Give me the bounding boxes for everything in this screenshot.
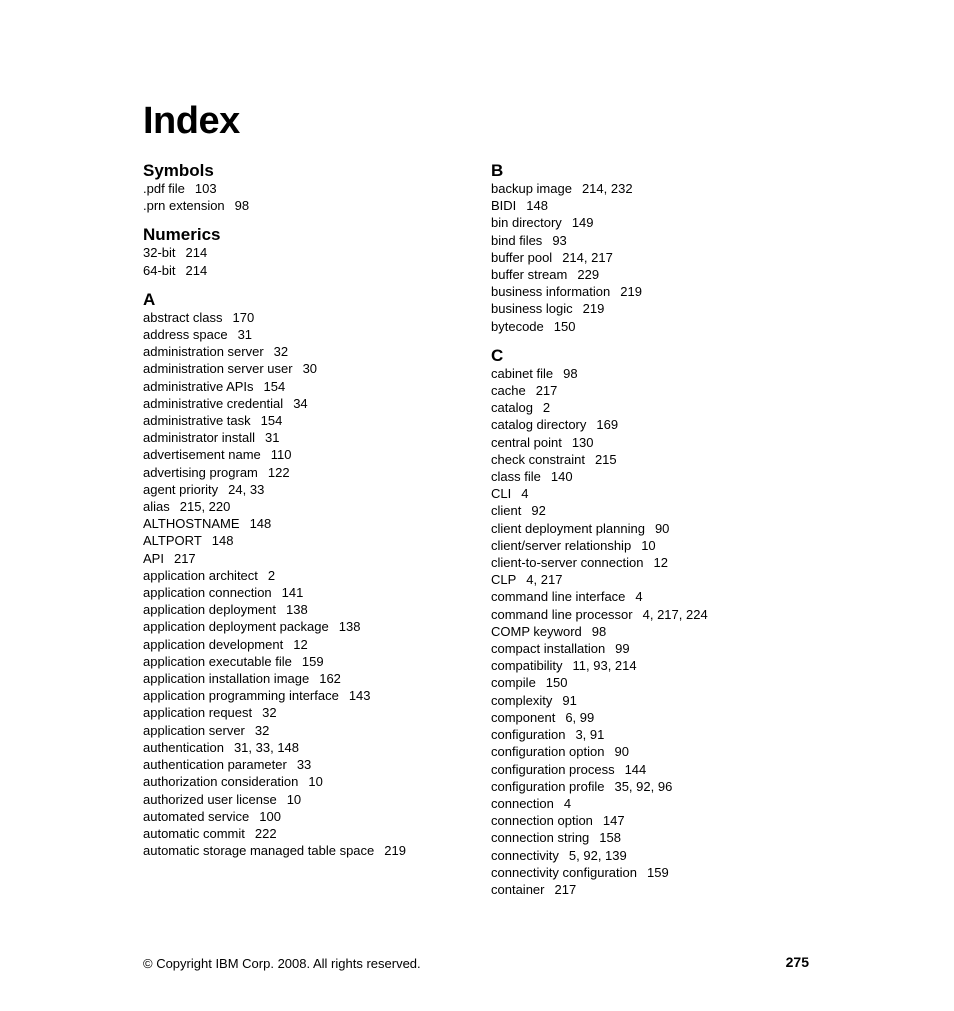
index-entry (491, 554, 821, 571)
index-entry (143, 773, 473, 790)
entry-pages: 217 (173, 550, 196, 566)
entry-term: CLI (491, 486, 512, 502)
index-entry (491, 726, 821, 743)
entry-pages: 6, 99 (565, 709, 595, 725)
index-entry (491, 300, 821, 317)
index-entry (143, 378, 473, 395)
entry-pages: 229 (577, 267, 600, 283)
entry-term: administration server user (143, 361, 293, 377)
entry-term: application installation image (143, 671, 310, 687)
entry-pages: 222 (254, 825, 277, 841)
entry-term: application connection (143, 585, 272, 601)
entry-pages: 147 (602, 813, 625, 829)
index-entry (491, 485, 821, 502)
entry-pages: 144 (624, 761, 647, 777)
index-entry (143, 262, 473, 279)
entry-pages: 10 (308, 774, 323, 790)
index-entry (491, 623, 821, 640)
index-entry (491, 232, 821, 249)
entry-pages: 3, 91 (575, 727, 605, 743)
index-entry (143, 412, 473, 429)
section-heading: B (491, 161, 504, 180)
entry-term: authentication (143, 739, 224, 755)
entry-pages: 214 (185, 245, 208, 261)
entry-term: administrator install (143, 430, 255, 446)
entry-pages: 2 (542, 400, 551, 416)
entry-term: authorized user license (143, 791, 277, 807)
entry-term: administration server (143, 344, 264, 360)
entry-pages: 214 (185, 262, 208, 278)
section-heading: A (143, 289, 156, 309)
entry-term: component (491, 709, 556, 725)
index-section (143, 161, 473, 214)
entry-term: administrative credential (143, 395, 284, 411)
entry-term: automatic storage managed table space (143, 843, 375, 859)
entry-term: abstract class (143, 309, 223, 325)
index-entry (143, 550, 473, 567)
index-entry (143, 244, 473, 261)
index-section (491, 346, 821, 898)
index-section (143, 290, 473, 860)
index-entry (491, 502, 821, 519)
index-entry (491, 761, 821, 778)
index-entry (491, 399, 821, 416)
entry-term: compatibility (491, 658, 563, 674)
entry-pages: 10 (286, 791, 302, 807)
index-entry (143, 618, 473, 635)
entry-term: application programming interface (143, 688, 339, 704)
entry-pages: 2 (267, 567, 276, 583)
entry-term: application deployment (143, 602, 276, 618)
entry-pages: 5, 92, 139 (568, 847, 627, 863)
entry-pages: 32 (262, 705, 277, 721)
copyright-notice: © Copyright IBM Corp. 2008. All rights reserved. (143, 956, 421, 971)
index-entry (491, 434, 821, 451)
entry-pages: 4, 217, 224 (642, 606, 708, 622)
entry-term: connection (491, 795, 554, 811)
entry-pages: 150 (553, 318, 576, 334)
entry-pages: 4 (563, 795, 572, 811)
index-entry (491, 881, 821, 898)
entry-pages: 169 (596, 417, 619, 433)
index-entry (143, 636, 473, 653)
entry-pages: 99 (615, 641, 630, 657)
index-entry (491, 657, 821, 674)
entry-term: COMP keyword (491, 623, 582, 639)
section-heading: Symbols (143, 161, 214, 180)
index-entry (143, 395, 473, 412)
index-entry (143, 584, 473, 601)
index-entry (491, 365, 821, 382)
entry-pages: 122 (267, 464, 290, 480)
entry-pages: 100 (259, 808, 281, 824)
index-entry (491, 864, 821, 881)
entry-term: complexity (491, 692, 553, 708)
entry-pages: 98 (563, 365, 578, 381)
entry-term: advertisement name (143, 447, 261, 463)
index-entry (143, 180, 473, 197)
entry-term: compile (491, 675, 536, 691)
entry-term: connectivity (491, 847, 559, 863)
entry-pages: 158 (599, 830, 621, 846)
entry-pages: 154 (260, 413, 283, 429)
index-entry (143, 756, 473, 773)
index-section (491, 161, 821, 335)
index-entry (143, 601, 473, 618)
entry-term: application deployment package (143, 619, 329, 635)
entry-pages: 4, 217 (526, 572, 563, 588)
entry-pages: 10 (641, 537, 656, 553)
entry-term: BIDI (491, 198, 517, 214)
entry-pages: 138 (338, 619, 361, 635)
entry-term: class file (491, 469, 541, 485)
index-entry (491, 382, 821, 399)
entry-term: business logic (491, 301, 573, 317)
entry-term: configuration (491, 727, 566, 743)
index-entry (491, 829, 821, 846)
index-entry (143, 808, 473, 825)
index-entry (143, 446, 473, 463)
index-entry (143, 343, 473, 360)
index-entry (143, 722, 473, 739)
entry-term: agent priority (143, 481, 219, 497)
entry-pages: 130 (571, 434, 594, 450)
entry-term: bind files (491, 232, 543, 248)
entry-term: automatic commit (143, 825, 245, 841)
entry-term: command line processor (491, 606, 633, 622)
index-entry (143, 842, 473, 859)
index-entry (143, 567, 473, 584)
entry-pages: 217 (535, 383, 558, 399)
entry-term: catalog (491, 400, 533, 416)
index-section (143, 225, 473, 278)
index-entry (491, 180, 821, 197)
entry-pages: 143 (348, 688, 371, 704)
section-heading: Numerics (143, 225, 221, 245)
entry-term: client (491, 503, 522, 519)
index-entry (491, 709, 821, 726)
index-entry (143, 464, 473, 481)
index-entry (491, 520, 821, 537)
entry-term: connection option (491, 813, 593, 829)
entry-pages: 32 (273, 344, 289, 360)
index-entry (491, 468, 821, 485)
entry-pages: 24, 33 (228, 481, 265, 497)
entry-term: application architect (143, 567, 258, 583)
entry-pages: 140 (550, 469, 573, 485)
index-entry (491, 318, 821, 335)
entry-pages: 159 (301, 653, 324, 669)
index-entry (143, 197, 473, 214)
entry-term: check constraint (491, 451, 585, 467)
index-entry (491, 606, 821, 623)
entry-pages: 91 (562, 692, 577, 708)
entry-term: command line interface (491, 589, 626, 605)
index-entry (491, 451, 821, 468)
entry-term: application development (143, 636, 284, 652)
index-column-right (491, 161, 821, 898)
entry-term: application server (143, 722, 245, 738)
index-entry (491, 692, 821, 709)
entry-pages: 12 (293, 636, 308, 652)
entry-list (143, 244, 473, 278)
entry-pages: 4 (635, 589, 643, 605)
index-entry (143, 309, 473, 326)
entry-pages: 31, 33, 148 (233, 739, 300, 755)
entry-pages: 150 (545, 675, 568, 691)
index-entry (143, 360, 473, 377)
entry-term: ALTHOSTNAME (143, 516, 240, 532)
index-entry (491, 812, 821, 829)
entry-pages: 90 (614, 744, 629, 760)
index-entry (143, 687, 473, 704)
entry-term: .pdf file (143, 181, 185, 196)
entry-pages: 11, 93, 214 (572, 658, 637, 674)
entry-term: administrative APIs (143, 378, 254, 394)
page-title: Index (143, 100, 240, 143)
entry-term: compact installation (491, 641, 606, 657)
index-entry (491, 416, 821, 433)
entry-pages: 215 (594, 451, 617, 467)
index-entry (491, 795, 821, 812)
entry-pages: 90 (654, 520, 670, 536)
entry-pages: 159 (646, 864, 669, 880)
entry-list (143, 180, 473, 214)
index-entry (143, 515, 473, 532)
index-entry (491, 640, 821, 657)
index-entry (491, 847, 821, 864)
index-entry (491, 266, 821, 283)
entry-term: 32-bit (143, 245, 176, 261)
index-entry (491, 743, 821, 760)
entry-pages: 31 (237, 327, 253, 343)
entry-pages: 35, 92, 96 (614, 778, 673, 794)
entry-term: cache (491, 383, 526, 399)
entry-pages: 141 (281, 585, 304, 601)
index-entry (143, 670, 473, 687)
entry-list (491, 180, 821, 335)
entry-term: CLP (491, 572, 517, 588)
entry-term: bin directory (491, 215, 562, 231)
entry-pages: 215, 220 (179, 499, 231, 515)
index-entry (143, 791, 473, 808)
entry-term: central point (491, 434, 562, 450)
entry-pages: 138 (285, 602, 308, 618)
entry-pages: 214, 232 (581, 181, 633, 196)
index-entry (491, 778, 821, 795)
entry-pages: 219 (384, 843, 406, 859)
entry-pages: 149 (571, 215, 594, 231)
index-entry (143, 825, 473, 842)
entry-term: cabinet file (491, 365, 554, 381)
entry-term: backup image (491, 181, 572, 196)
entry-term: application request (143, 705, 253, 721)
section-heading: C (491, 345, 504, 365)
index-entry (491, 571, 821, 588)
entry-pages: 12 (653, 555, 668, 571)
entry-term: advertising program (143, 464, 258, 480)
index-entry (491, 214, 821, 231)
entry-term: application executable file (143, 653, 292, 669)
entry-term: authorization consideration (143, 774, 299, 790)
entry-pages: 103 (194, 181, 217, 196)
entry-term: alias (143, 499, 170, 515)
entry-pages: 219 (620, 284, 642, 300)
index-entry (143, 481, 473, 498)
index-entry (143, 739, 473, 756)
entry-pages: 92 (531, 503, 546, 519)
index-entry (143, 532, 473, 549)
entry-term: configuration profile (491, 778, 605, 794)
entry-pages: 148 (249, 516, 272, 532)
index-entry (491, 537, 821, 554)
entry-pages: 148 (526, 198, 548, 214)
entry-pages: 162 (319, 671, 341, 687)
entry-pages: 98 (591, 623, 607, 639)
entry-term: automated service (143, 808, 250, 824)
entry-pages: 214, 217 (562, 249, 613, 265)
index-entry (491, 197, 821, 214)
index-entry (143, 704, 473, 721)
entry-term: client-to-server connection (491, 555, 644, 571)
entry-pages: 110 (270, 447, 292, 463)
entry-term: buffer stream (491, 267, 568, 283)
index-entry (491, 674, 821, 691)
entry-term: configuration option (491, 744, 605, 760)
index-entry (143, 429, 473, 446)
index-entry (143, 653, 473, 670)
entry-term: 64-bit (143, 262, 176, 278)
entry-term: catalog directory (491, 417, 587, 433)
entry-pages: 154 (263, 378, 286, 394)
entry-pages: 219 (582, 301, 605, 317)
entry-pages: 34 (293, 395, 308, 411)
entry-term: address space (143, 327, 228, 343)
entry-list (491, 365, 821, 898)
entry-term: bytecode (491, 318, 544, 334)
entry-pages: 30 (302, 361, 318, 377)
entry-term: connectivity configuration (491, 864, 637, 880)
entry-term: buffer pool (491, 249, 553, 265)
entry-term: container (491, 881, 545, 897)
entry-term: administrative task (143, 413, 251, 429)
index-entry (491, 283, 821, 300)
entry-term: API (143, 550, 164, 566)
entry-pages: 32 (254, 722, 270, 738)
entry-pages: 170 (232, 309, 255, 325)
entry-term: business information (491, 284, 611, 300)
entry-pages: 217 (554, 881, 577, 897)
entry-term: .prn extension (143, 198, 225, 214)
index-entry (143, 498, 473, 515)
entry-term: ALTPORT (143, 533, 202, 549)
index-column-left (143, 161, 473, 859)
entry-pages: 31 (265, 430, 280, 446)
page-number: 275 (785, 954, 809, 970)
entry-term: configuration process (491, 761, 615, 777)
entry-term: authentication parameter (143, 757, 287, 773)
entry-pages: 33 (296, 757, 312, 773)
entry-pages: 148 (211, 533, 234, 549)
index-entry (143, 326, 473, 343)
entry-pages: 4 (521, 486, 529, 502)
entry-term: client/server relationship (491, 537, 632, 553)
entry-term: connection string (491, 830, 590, 846)
entry-pages: 93 (552, 232, 567, 248)
index-entry (491, 588, 821, 605)
entry-list (143, 309, 473, 860)
entry-pages: 98 (234, 198, 250, 214)
index-entry (491, 249, 821, 266)
entry-term: client deployment planning (491, 520, 645, 536)
